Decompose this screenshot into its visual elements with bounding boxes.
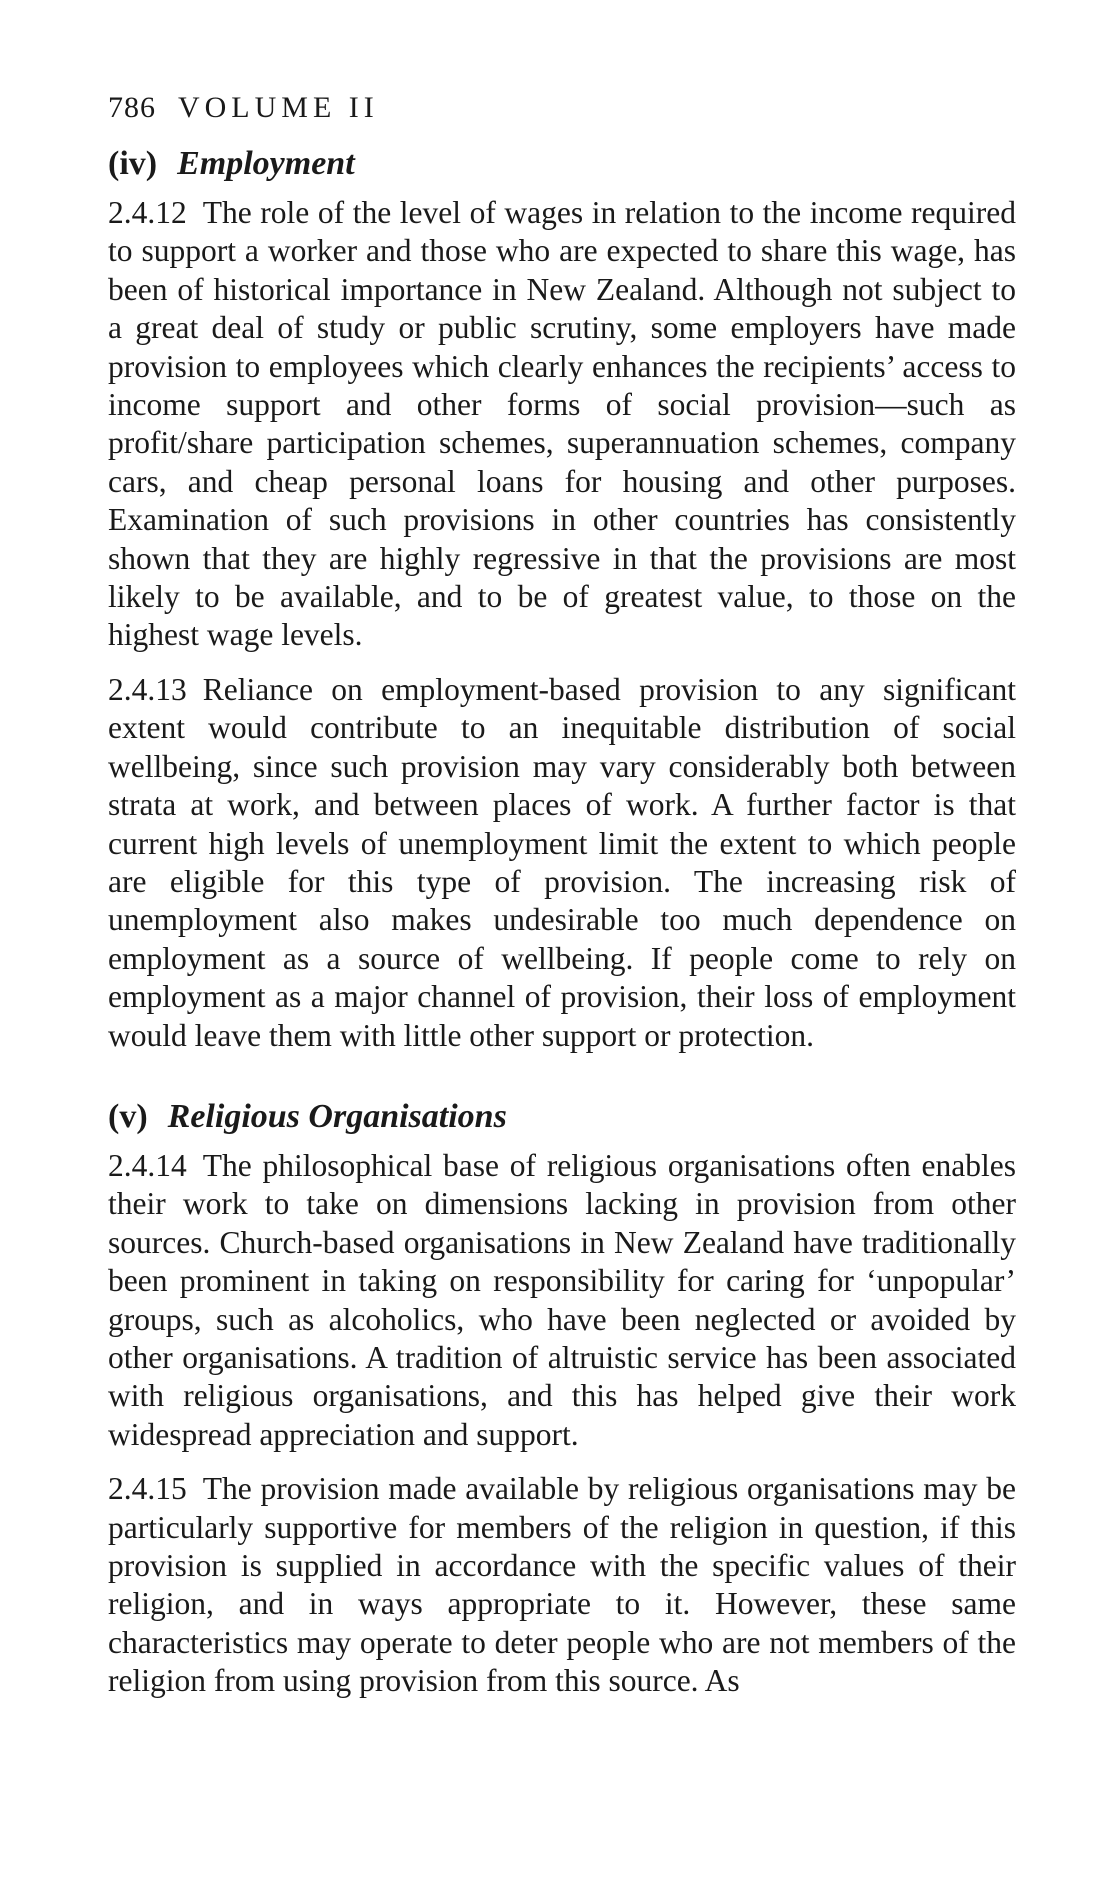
paragraph-number: 2.4.12 [108,195,187,230]
paragraph-2-4-14 [108,1147,1016,1454]
section-title: Religious Organisations [167,1097,507,1135]
paragraph-number: 2.4.13 [108,671,187,707]
section-number: (v) [108,1097,148,1135]
paragraph-2-4-13 [108,671,1016,1055]
paragraph-2-4-15 [108,1470,1016,1700]
paragraph-number: 2.4.15 [108,1471,187,1507]
volume-label: VOLUME II [177,91,379,124]
paragraph-text: Reliance on employment-based provision to any significant extent would contribute to an inequitable distribution of social wellbeing, since such provision may vary considerably both between strata at work, and between places of work. A further factor is that current high levels of unemployment limit the extent to which people are eligible for this type of provision. The increasing risk of unemployment also makes undesirable too much dependence on employment as a source of wellbeing. If people come to rely on employment as a major channel of provision, their loss of employment would leave them with little other support or protection. [108,671,1016,1053]
paragraph-text: The provision made available by religious organisations may be particularly supportive for members of the religion in question, if this provision is supplied in accordance with the specific values of their religion, and in ways appropriate to it. However, these same characteristics may operate to deter people who are not members of the religion from using provision from this source. As [108,1471,1016,1699]
section-heading-religious-organisations [108,1095,1016,1139]
paragraph-text: The philosophical base of religious organisations often enables their work to take on dimensions lacking in provision from other sources. Church-based organisations in New Zealand have traditionally been prominent in taking on responsibility for caring for ‘unpopular’ groups, such as alcoholics, who have been neglected or avoided by other organisations. A tradition of altruistic service has been associated with religious organisations, and this has helped give their work widespread appreciation and support. [108,1147,1016,1452]
section-heading-employment [108,142,1016,186]
paragraph-number: 2.4.14 [108,1147,187,1183]
document-page [108,88,1016,1717]
running-head [108,88,1016,128]
paragraph-text: The role of the level of wages in relation to the income required to support a worker and those who are expected to share this wage, has been of historical importance in New Zealand. Although not subject to a great deal of study or public scrutiny, some employers have made provision to employees which clearly enhances the recipients’ access to income support and other forms of social provision—such as profit/share participation schemes, superannuation schemes, company cars, and cheap personal loans for housing and other purposes. Examination of such provisions in other countries has consistently shown that they are highly regressive in that the provisions are most likely to be available, and to be of greatest value, to those on the highest wage levels. [108,195,1016,653]
page-number: 786 [108,91,156,124]
section-title: Employment [177,145,355,182]
paragraph-2-4-12 [108,194,1016,655]
section-number: (iv) [108,145,158,182]
